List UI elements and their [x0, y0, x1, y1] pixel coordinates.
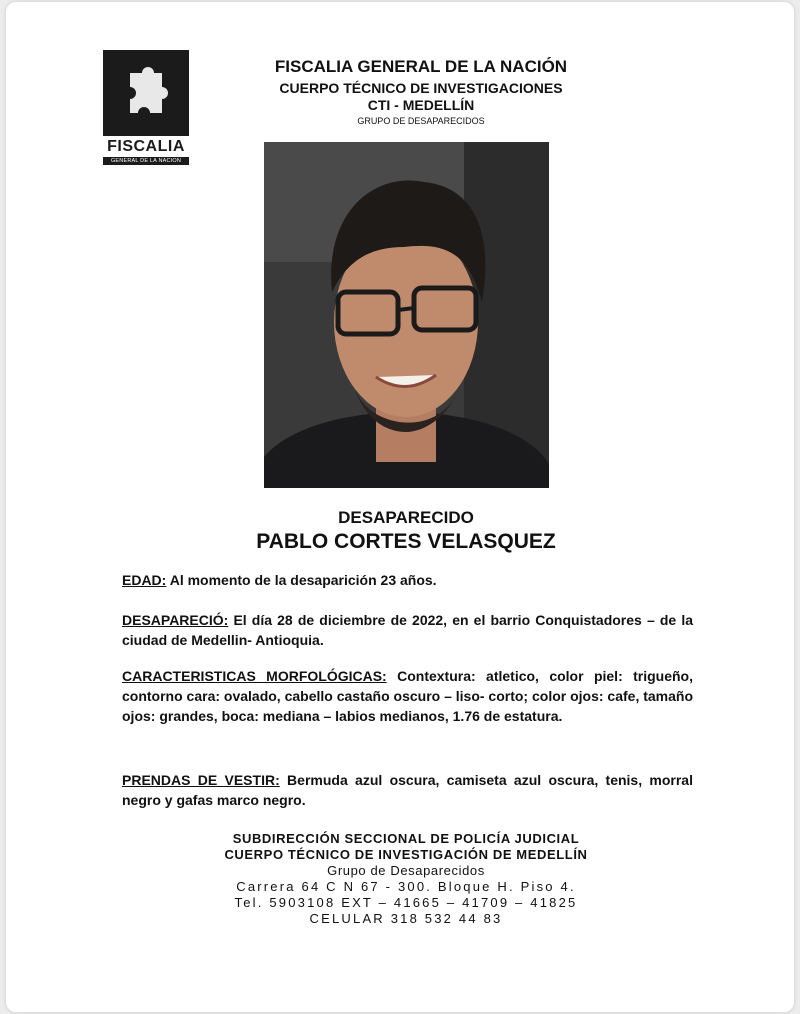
footer-address: Carrera 64 C N 67 - 300. Bloque H. Piso 4. — [236, 879, 576, 894]
puzzle-piece-icon — [103, 50, 189, 136]
flyer-page — [6, 2, 794, 1012]
edad-label: EDAD: — [122, 572, 167, 588]
desaparecio-text: El día 28 de diciembre de 2022, en el barrio Conquistadores – de la ciudad de Medellin- Antioquia. — [122, 612, 693, 648]
footer-mobile: CELULAR 318 532 44 83 — [309, 911, 503, 926]
missing-person-photo — [264, 142, 549, 488]
header-subtitle: CUERPO TÉCNICO DE INVESTIGACIONES — [279, 80, 563, 96]
logo-word: FISCALIA — [107, 138, 185, 155]
footer-phone: Tel. 5903108 EXT – 41665 – 41709 – 41825 — [234, 895, 578, 910]
fiscalia-logo — [103, 50, 189, 165]
prendas-text: Bermuda azul oscura, camiseta azul oscura, tenis, morral negro y gafas marco negro. — [122, 772, 693, 808]
desaparecio-label: DESAPARECIÓ: — [122, 612, 229, 628]
prendas-label: PRENDAS DE VESTIR: — [122, 772, 280, 788]
header-title: FISCALIA GENERAL DE LA NACIÓN — [274, 57, 568, 76]
caracteristicas-section — [122, 666, 693, 726]
edad-text: Al momento de la desaparición 23 años. — [166, 572, 437, 588]
edad-section — [122, 570, 693, 590]
logo-subtitle: GENERAL DE LA NACION — [103, 157, 189, 165]
prendas-section — [122, 770, 693, 810]
caracteristicas-label: CARACTERISTICAS MORFOLÓGICAS: — [122, 668, 387, 684]
person-name: PABLO CORTES VELASQUEZ — [256, 530, 556, 553]
desaparecio-section — [122, 610, 693, 650]
footer-line-2: CUERPO TÉCNICO DE INVESTIGACIÓN DE MEDELLÍN — [224, 847, 588, 862]
status-label: DESAPARECIDO — [338, 508, 474, 527]
header-city: CTI - MEDELLÍN — [367, 97, 475, 113]
footer-line-1: SUBDIRECCIÓN SECCIONAL DE POLICÍA JUDICIAL — [232, 831, 580, 846]
header-group: GRUPO DE DESAPARECIDOS — [357, 116, 485, 126]
footer-line-3: Grupo de Desaparecidos — [327, 863, 485, 878]
caracteristicas-text: Contextura: atletico, color piel: trigueño, contorno cara: ovalado, cabello castaño oscuro – liso- corto; color ojos: cafe, tamaño ojos: grandes, boca: mediana – labios medianos, 1.76 de estatura. — [122, 668, 694, 724]
